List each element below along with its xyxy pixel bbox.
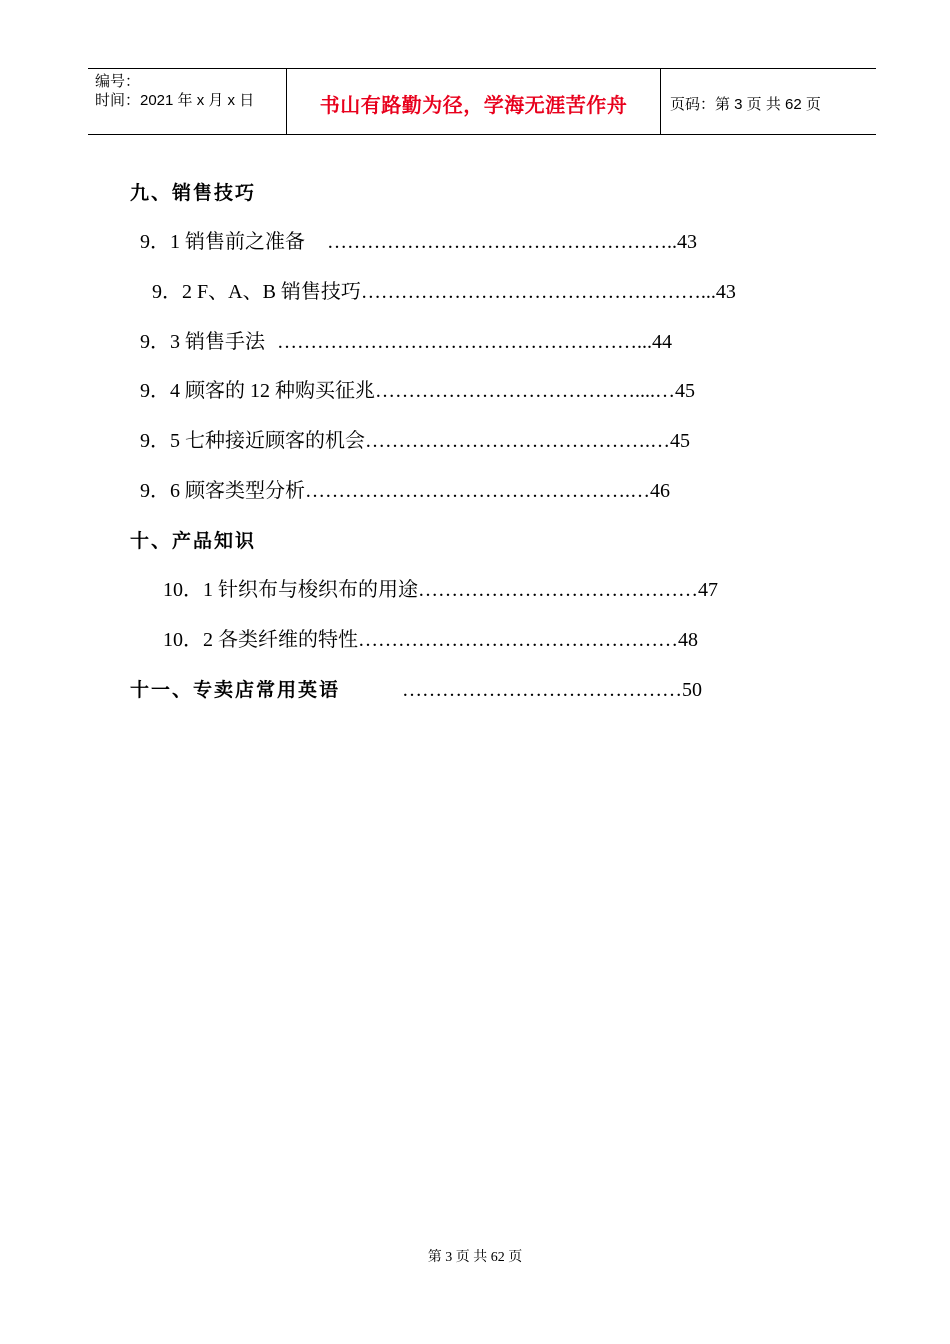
toc-leader-dots: …………………………………… [402,679,683,701]
time-label: 时间：2021 年 x 月 x 日 [95,92,255,109]
toc-entry[interactable] [140,230,697,254]
page-info: 页码：第 3 页 共 62 页 [670,96,821,113]
toc-entry-label: 9．2 F、A、B 销售技巧 [152,281,361,303]
toc-leader-dots: ……………………………………………... [360,281,716,303]
toc-entry-label: 10．2 各类纤维的特性 [163,629,358,651]
toc-entry[interactable] [163,628,698,652]
toc-leader-dots: …………………………………………….. [327,231,677,253]
toc-entry-page: …45 [650,430,690,452]
chapter-9-title[interactable]: 九、销售技巧 [130,182,257,204]
motto: 书山有路勤为径，学海无涯苦作舟 [319,93,628,117]
toc-entry-page: 43 [677,231,697,253]
toc-entry-page: 50 [682,679,703,701]
toc-entry-label: 9．3 销售手法 [140,331,265,353]
toc-entry-label: 9．5 七种接近顾客的机会 [140,430,365,452]
page-header [88,68,876,135]
toc-leader-dots: ………………………………………… [358,629,678,651]
toc-entry-chapter-11[interactable] [130,678,702,702]
toc-leader-dots: …………………………………………. [305,480,630,502]
toc-entry-page: 48 [678,629,698,651]
toc-entry[interactable] [140,479,670,503]
page-footer: 第 3 页 共 62 页 [427,1250,523,1265]
toc-entry-label: 9．1 销售前之准备 [140,231,305,253]
toc-entry-label: 9．6 顾客类型分析 [140,480,305,502]
header-page-info-cell [661,69,876,134]
chapter-10-title[interactable]: 十、产品知识 [130,530,257,552]
toc-entry-page: 44 [652,331,672,353]
toc-entry-page: …45 [655,380,695,402]
number-label: 编号： [95,73,141,90]
toc-entry[interactable] [163,578,718,602]
toc-entry[interactable] [140,330,672,354]
toc-entry[interactable] [140,379,695,403]
toc-entry[interactable] [152,280,736,304]
toc-entry-label: 10．1 针织布与梭织布的用途 [163,579,418,601]
toc-leader-dots: ………………………………………………... [277,331,652,353]
toc-entry-page: 47 [698,579,718,601]
header-meta [88,69,287,134]
toc-entry-page: 43 [715,281,736,303]
toc-leader-dots: ………………………………….... [375,380,655,402]
toc-entry[interactable] [140,429,690,453]
toc-leader-dots: ……………………………………. [365,430,650,452]
toc-leader-dots: …………………………………… [418,579,698,601]
chapter-11-title: 十一、专卖店常用英语 [130,679,341,701]
header-motto-cell [287,69,661,134]
toc-entry-page: …46 [630,480,670,502]
toc-entry-label: 9．4 顾客的 12 种购买征兆 [140,380,375,402]
